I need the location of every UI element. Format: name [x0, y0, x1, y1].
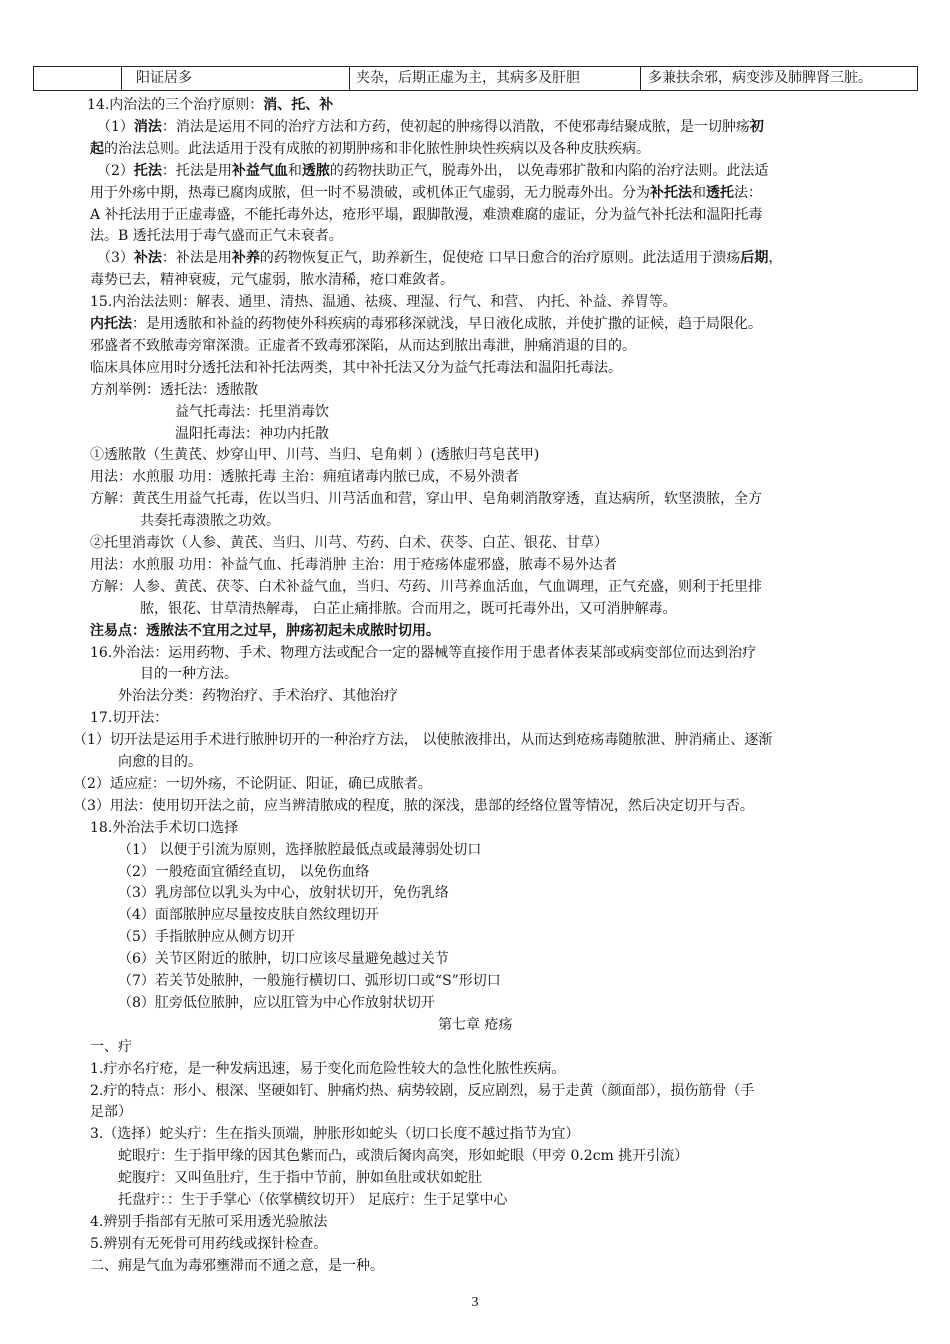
text-line [90, 1060, 565, 1078]
bold-text: 注易点：透脓法不宜用之过早，肿疡初起未成脓时切用。 [90, 622, 440, 639]
table-cell-organs: 多兼扶余邪，病变涉及肺脾肾三脏。 [648, 70, 872, 86]
text-run: 托盘疔：：生于手掌心（依掌横纹切开） 足底疔：生于足掌中心 [118, 1192, 508, 1208]
text-line [73, 731, 772, 749]
text-run: 目的一种方法。 [140, 666, 238, 683]
text-line [90, 315, 762, 333]
text-run: （1） 以便于引流为原则，选择脓腔最低点或最薄弱处切口 [118, 841, 482, 858]
text-line [90, 359, 622, 377]
text-run: （2） [97, 162, 134, 179]
text-line [90, 1213, 327, 1231]
text-run: ， [768, 250, 783, 267]
text-line [90, 709, 168, 727]
text-line [90, 1125, 579, 1143]
text-run: 的治法总则。此法适用于没有成脓的初期肿疡和非化脓性肿块性疾病以及各种皮肤疾病。 [104, 140, 650, 157]
text-line [118, 994, 435, 1012]
text-line [140, 512, 280, 530]
text-line [438, 1016, 512, 1034]
text-line [90, 140, 650, 158]
text-run: 15.内治法法则：解表、通里、清热、温通、祛痰、理湿、行气、和营、 内托、补益、养胃等。 [90, 294, 677, 311]
text-line [90, 1235, 327, 1253]
text-run: 用法：水煎服 功用：透脓托毒 主治：痈疽诸毒内脓已成，不易外溃者 [90, 469, 519, 486]
text-run: 方解：人参、黄芪、茯苓、白术补益气血，当归、芍药、川芎养血活血，气血调理，正气充盛，则利于托里排 [90, 578, 762, 595]
text-run: 外治法分类：药物治疗、手术治疗、其他治疗 [118, 688, 398, 705]
text-run: 方解：黄芪生用益气托毒，佐以当归、川芎活血和营，穿山甲、皂角刺消散穿透，直达病所，软坚溃脓，全方 [90, 491, 762, 508]
text-run: 的药物扶助正气，脱毒外出， 以免毒邪扩散和内陷的治疗法则。此法适 [329, 162, 769, 179]
text-line [97, 118, 764, 136]
text-line [118, 972, 501, 990]
text-line [97, 249, 782, 267]
text-run: 17.切开法： [90, 710, 169, 727]
bold-text: 内托法 [90, 316, 132, 332]
text-line [140, 600, 676, 618]
text-line [175, 425, 329, 443]
text-run: 益气托毒法：托里消毒饮 [175, 403, 329, 420]
text-run: 5.辨别有无死骨可用药线或探针检查。 [90, 1235, 328, 1252]
text-line [90, 293, 677, 311]
text-line [118, 884, 449, 902]
text-run: 3.（选择）蛇头疔：生在指头顶端，肿胀形如蛇头（切口长度不越过指节为宜） [90, 1126, 580, 1143]
text-run: 18.外治法手术切口选择 [90, 819, 239, 836]
text-run: （3）乳房部位以乳头为中心，放射状切开，免伤乳络 [118, 885, 449, 902]
text-run: 向愈的目的。 [118, 754, 202, 770]
text-run: （3）用法：使用切开法之前，应当辨清脓成的程度，脓的深浅，患部的经络位置等情况，然后决定切开与否。 [73, 797, 754, 814]
text-run: 共奏托毒溃脓之功效。 [140, 513, 280, 530]
text-line [90, 446, 539, 464]
text-run: （3） [97, 250, 134, 267]
text-run: 蛇眼疔：生于指甲缘的因其色紫而凸，或溃后胬肉高突，形如蛇眼（甲旁 0.2cm 挑开引流） [118, 1148, 689, 1165]
text-run: 邪盛者不致脓毒旁窜深溃。正虚者不致毒邪深陷，从而达到脓出毒泄，肿痛消退的目的。 [90, 337, 636, 354]
text-run: （6）关节区附近的脓肿，切口应该尽量避免越过关节 [118, 951, 449, 968]
text-run: （2）一般疮面宜循经直切， 以免伤血络 [118, 863, 370, 880]
bold-text: 托法 [133, 162, 162, 179]
text-run: 4.辨别手指部有无脓可采用透光验脓法 [90, 1213, 328, 1230]
text-line [90, 622, 440, 640]
text-line [90, 578, 762, 596]
text-run: 临床具体应用时分透托法和补托法两类，其中补托法又分为益气托毒法和温阳托毒法。 [90, 359, 622, 376]
text-line [90, 184, 762, 202]
text-run: 毒势已去，精神衰疲，元气虚弱，脓水清稀，疮口难敛者。 [90, 272, 454, 289]
text-line [97, 162, 768, 180]
text-line [90, 271, 454, 289]
text-line [90, 1082, 754, 1100]
text-run: 温阳托毒法：神功内托散 [175, 425, 329, 442]
text-run: ：托法是用 [161, 162, 232, 179]
text-run: 1.疔亦名疔疮，是一种发病迅速，易于变化而危险性较大的急性化脓性疾病。 [90, 1060, 566, 1077]
text-run: A 补托法用于正虚毒盛，不能托毒外达，疮形平塌，跟脚散漫，难溃难腐的虚证，分为益气补托法和温阳托毒 [90, 206, 763, 223]
text-run: 14.内治法的三个治疗原则： [87, 97, 264, 113]
bold-text: 补养 [231, 250, 260, 267]
bold-text: 补托法 [650, 184, 692, 201]
text-run: ：补法是用 [161, 250, 232, 267]
text-line [90, 556, 617, 574]
text-line [118, 906, 379, 924]
text-line [73, 797, 754, 815]
text-run: 法。B 透托法用于毒气盛而正气未衰者。 [90, 228, 343, 245]
text-run: 蛇腹疔：又叫鱼肚疔，生于指中节前，肿如鱼肚或状如蛇肚 [118, 1170, 482, 1187]
table-cell-empty [34, 67, 122, 90]
text-run: （1）切开法是运用手术进行脓肿切开的一种治疗方法， 以使脓液排出，从而达到疮疡毒随脓泄、肿消痛止、逐渐 [73, 732, 773, 749]
text-line [90, 644, 756, 662]
text-line [90, 819, 238, 837]
text-run: （8）肛旁低位脓肿，应以肛管为中心作放射状切开 [118, 994, 435, 1011]
text-line [118, 1191, 507, 1209]
text-run: 用法：水煎服 功用：补益气血、托毒消肿 主治：用于疮疡体虚邪盛，脓毒不易外达者 [90, 556, 617, 573]
bold-text: 后期 [740, 250, 769, 267]
text-line [118, 1169, 482, 1187]
text-line [90, 1257, 384, 1275]
text-line [90, 534, 608, 552]
page-number: 3 [471, 1295, 479, 1310]
text-run: （5）手指脓肿应从侧方切开 [118, 929, 295, 946]
bold-text: 消、托、补 [263, 97, 334, 113]
text-run: 用于外疡中期，热毒已腐肉成脓，但一时不易溃破，或机体正气虚弱，无力脱毒外出。分为 [90, 184, 650, 201]
text-line [90, 1103, 132, 1121]
bold-text: 补益气血 [231, 162, 288, 179]
text-run: ②托里消毒饮（人参、黄芪、当归、川芎、芍药、白术、茯苓、白芷、银花、甘草） [90, 535, 608, 551]
text-line [90, 337, 636, 355]
text-line [87, 96, 333, 114]
text-run: 和 [692, 184, 706, 201]
bold-text: 透脓 [301, 162, 330, 179]
text-run: 和 [287, 162, 302, 179]
text-line [90, 468, 519, 486]
bold-text: 透托 [706, 184, 734, 201]
text-line [118, 841, 481, 859]
table-cell-later-stage: 夹杂，后期正虚为主，其病多及肝胆 [350, 67, 641, 90]
text-run: ①透脓散（生黄芪、炒穿山甲、川芎、当归、皂角刺 ）(透脓归芎皂芪甲) [90, 447, 540, 464]
text-line [118, 687, 398, 705]
text-run: 第七章 疮疡 [438, 1016, 513, 1033]
bold-text: 补法 [133, 250, 162, 267]
text-line [118, 950, 449, 968]
text-run: ：是用透脓和补益的药物使外科疾病的毒邪移深就浅，早日液化成脓，并使扩撒的证候，趋于局限化。 [132, 316, 762, 332]
text-run: 一、疔 [90, 1038, 132, 1055]
text-run: （4）面部脓肿应尽量按皮肤自然纹理切开 [118, 907, 379, 924]
text-line [140, 665, 238, 683]
text-line [118, 753, 202, 771]
text-run: 2.疔的特点：形小、根深、坚硬如钉、肿痛灼热、病势较剧，反应剧烈，易于走黄（颜面部），损伤筋骨（手 [90, 1082, 755, 1099]
text-run: （1） [97, 118, 134, 135]
text-line [175, 403, 329, 421]
text-run: 二、痈是气血为毒邪壅滞而不通之意，是一种。 [90, 1257, 384, 1274]
text-run: （7）若关节处脓肿，一般施行横切口、弧形切口或“S”形切口 [118, 973, 501, 989]
text-line [90, 206, 763, 224]
text-line [90, 227, 343, 245]
bold-text: 消法 [133, 118, 162, 135]
bold-text: 起 [90, 140, 104, 157]
text-line [118, 1147, 688, 1165]
bold-text: 初 [749, 118, 764, 135]
text-line [90, 381, 258, 399]
text-line [118, 928, 295, 946]
table-cell-yang-syndrome: 阳证居多 [122, 67, 350, 90]
text-run: （2）适应症：一切外疡，不论阴证、阳证，确已成脓者。 [73, 775, 432, 792]
text-run: 脓，银花、甘草清热解毒， 白芷止痛排脓。合而用之，既可托毒外出，又可消肿解毒。 [140, 600, 677, 617]
text-run: 方剂举例：透托法：透脓散 [90, 381, 258, 398]
table-row-fragment [33, 66, 918, 91]
text-run: 的药物恢复正气，助养新生，促使疮 口早日愈合的治疗原则。此法适用于溃疡 [259, 250, 741, 267]
text-run: 法： [734, 184, 762, 201]
text-run: ：消法是运用不同的治疗方法和方药，使初起的肿疡得以消散，不使邪毒结聚成脓，是一切肿疡 [161, 118, 750, 135]
text-run: 足部） [90, 1104, 132, 1121]
text-line [73, 775, 432, 793]
text-line [90, 1038, 132, 1056]
text-line [118, 863, 369, 881]
text-run: 16.外治法：运用药物、手术、物理方法或配合一定的器械等直接作用于患者体表某部或病变部位而达到治疗 [90, 644, 757, 661]
text-line [90, 490, 762, 508]
